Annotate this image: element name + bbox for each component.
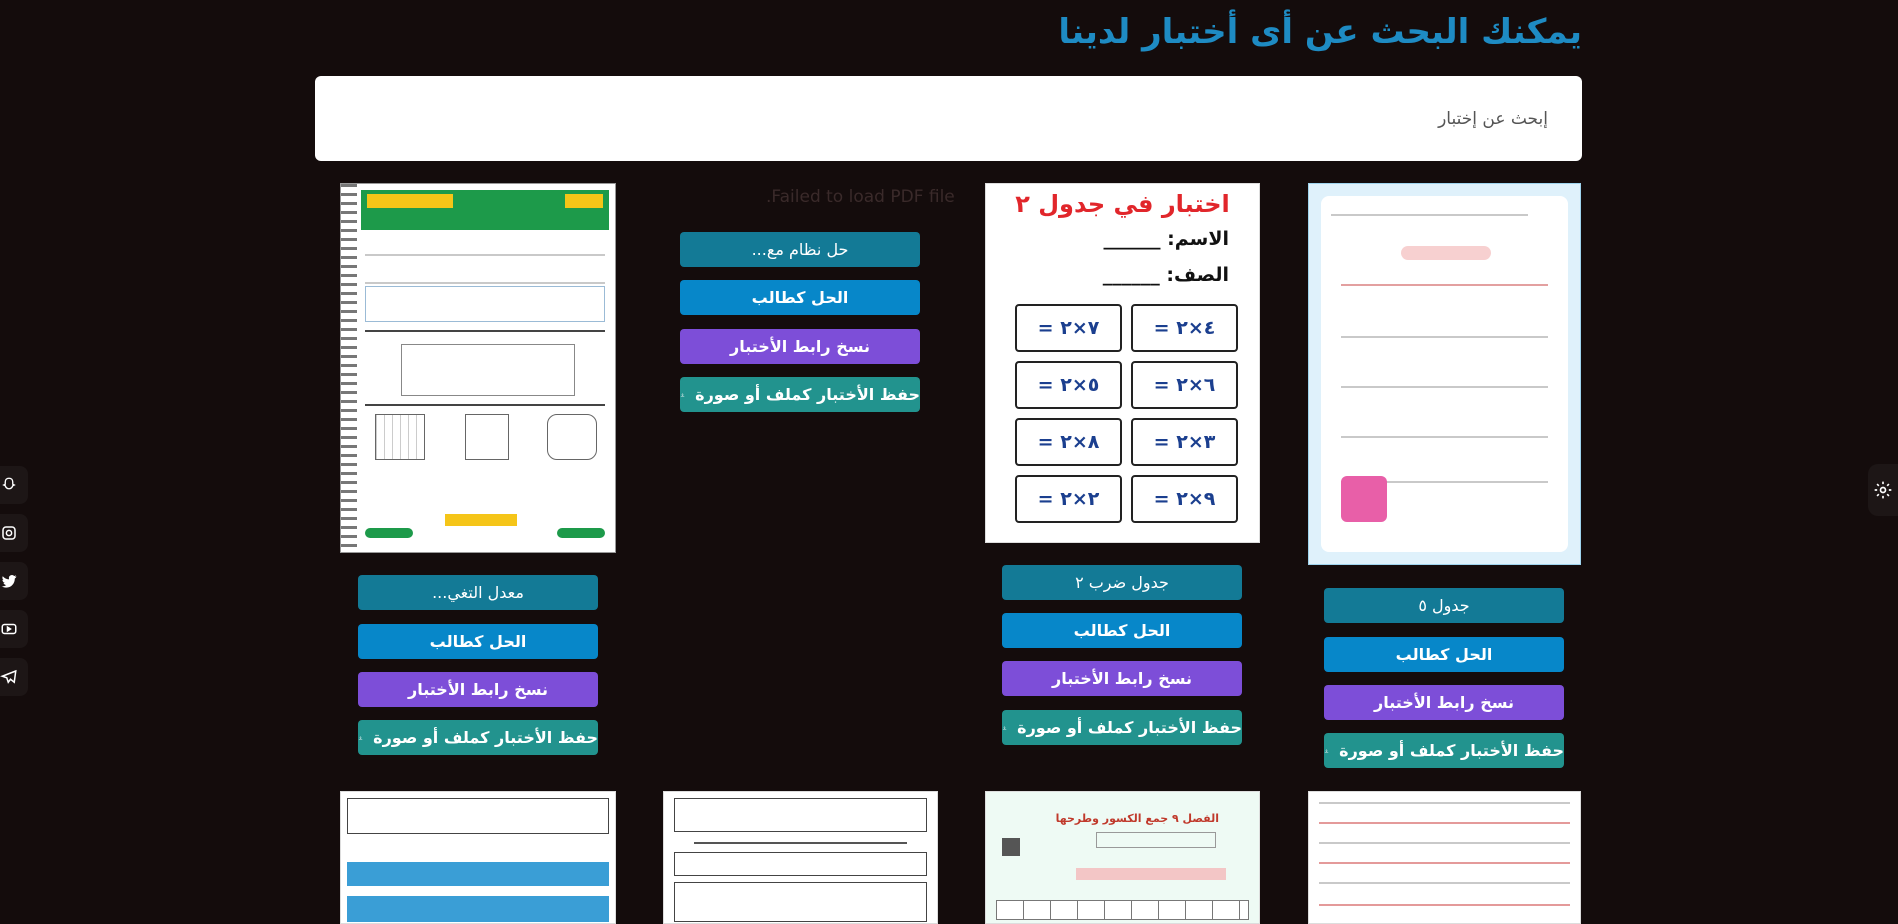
save-label: حفظ الأختبار كملف أو صورة — [695, 385, 920, 404]
solve-as-student-button-2[interactable]: الحل كطالب — [1002, 613, 1242, 648]
multiplication-cell: ٥×٢ = — [1015, 361, 1122, 409]
download-icon — [1002, 719, 1007, 737]
thumb-caption: الفصل ٩ جمع الكسور وطرحها — [1055, 812, 1219, 825]
test-thumbnail-8[interactable] — [340, 791, 616, 924]
settings-button[interactable] — [1868, 464, 1898, 516]
save-label: حفظ الأختبار كملف أو صورة — [373, 728, 598, 747]
gear-icon — [1873, 480, 1893, 500]
test-title-button-2[interactable]: جدول ضرب ٢ — [1002, 565, 1242, 600]
multiplication-cell: ٢×٢ = — [1015, 475, 1122, 523]
telegram-link[interactable] — [0, 658, 28, 696]
test-thumbnail-5[interactable] — [1308, 791, 1581, 924]
thumb-name-label: الاسم: ______ — [1103, 228, 1229, 250]
search-input[interactable] — [315, 76, 1582, 161]
save-label: حفظ الأختبار كملف أو صورة — [1339, 741, 1564, 760]
save-label: حفظ الأختبار كملف أو صورة — [1017, 718, 1242, 737]
multiplication-cell: ٨×٢ = — [1015, 418, 1122, 466]
mascot-image — [1341, 476, 1387, 522]
test-thumbnail-2[interactable] — [985, 183, 1260, 543]
instagram-icon — [0, 524, 18, 542]
spiral-binding — [341, 184, 357, 552]
test-title-button-3[interactable]: حل نظام مع... — [680, 232, 920, 267]
test-thumbnail-4[interactable] — [340, 183, 616, 553]
twitter-icon — [0, 572, 18, 590]
multiplication-cell: ٩×٢ = — [1131, 475, 1238, 523]
solve-as-student-button-3[interactable]: الحل كطالب — [680, 280, 920, 315]
download-icon — [680, 386, 685, 404]
worksheet-page — [1321, 196, 1568, 552]
multiplication-cell: ٣×٢ = — [1131, 418, 1238, 466]
thumb-class-label: الصف: ______ — [1102, 264, 1229, 286]
worksheet-header — [361, 190, 609, 230]
copy-test-link-button-4[interactable]: نسخ رابط الأختبار — [358, 672, 598, 707]
save-test-button-4[interactable] — [358, 720, 598, 755]
multiplication-cell: ٦×٢ = — [1131, 361, 1238, 409]
twitter-link[interactable] — [0, 562, 28, 600]
test-thumbnail-6[interactable] — [985, 791, 1260, 924]
pdf-load-error: Failed to load PDF file. — [766, 187, 955, 207]
multiplication-cell: ٤×٢ = — [1131, 304, 1238, 352]
test-thumbnail-1[interactable] — [1308, 183, 1581, 565]
test-title-button-1[interactable]: جدول ٥ — [1324, 588, 1564, 623]
save-test-button-1[interactable] — [1324, 733, 1564, 768]
test-title-button-4[interactable]: معدل التغي... — [358, 575, 598, 610]
telegram-icon — [0, 668, 18, 686]
download-icon — [1324, 742, 1329, 760]
solve-as-student-button-4[interactable]: الحل كطالب — [358, 624, 598, 659]
multiplication-cell: ٧×٢ = — [1015, 304, 1122, 352]
thumb-title: اختبار في جدول ٢ — [1015, 190, 1230, 218]
youtube-icon — [0, 620, 18, 638]
snapchat-icon — [0, 476, 18, 494]
save-test-button-2[interactable] — [1002, 710, 1242, 745]
worksheet-title-bar — [1401, 246, 1491, 260]
download-icon — [358, 729, 363, 747]
copy-test-link-button-3[interactable]: نسخ رابط الأختبار — [680, 329, 920, 364]
qr-code — [1002, 838, 1020, 856]
solve-as-student-button-1[interactable]: الحل كطالب — [1324, 637, 1564, 672]
snapchat-link[interactable] — [0, 466, 28, 504]
page-heading: يمكنك البحث عن أى أختبار لدينا — [1058, 12, 1582, 52]
copy-test-link-button-2[interactable]: نسخ رابط الأختبار — [1002, 661, 1242, 696]
copy-test-link-button-1[interactable]: نسخ رابط الأختبار — [1324, 685, 1564, 720]
save-test-button-3[interactable] — [680, 377, 920, 412]
search-box — [315, 76, 1582, 161]
youtube-link[interactable] — [0, 610, 28, 648]
test-thumbnail-7[interactable] — [663, 791, 938, 924]
instagram-link[interactable] — [0, 514, 28, 552]
